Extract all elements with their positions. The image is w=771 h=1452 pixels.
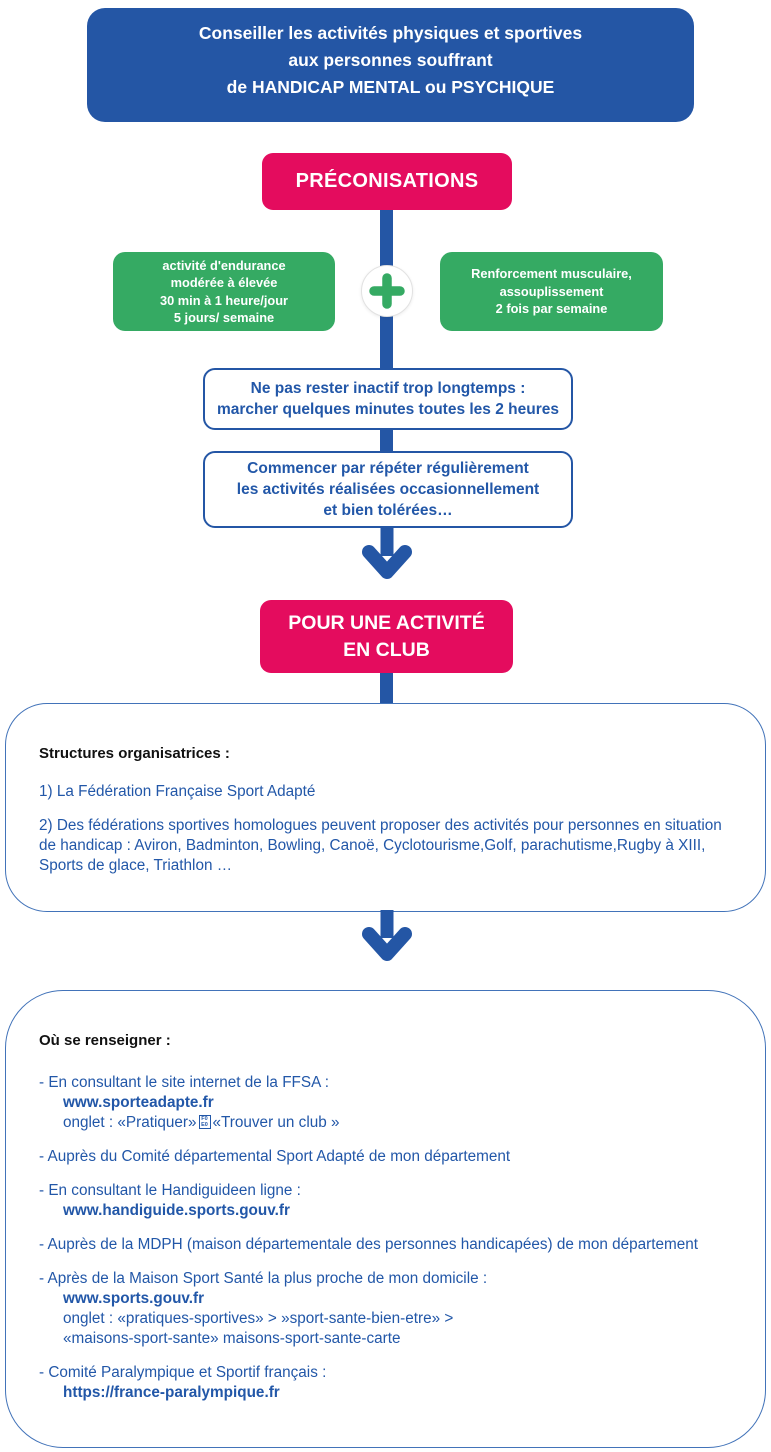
link-handiguide[interactable]: www.handiguide.sports.gouv.fr xyxy=(63,1202,290,1219)
info-line: «maisons-sport-sante» maisons-sport-sante-carte xyxy=(63,1330,401,1347)
endurance-line: 5 jours/ semaine xyxy=(173,310,275,325)
advice-line: Commencer par répéter régulièrement xyxy=(247,460,529,477)
info-line: - En consultant le Handiguideen ligne : xyxy=(39,1182,301,1199)
endurance-line: modérée à élevée xyxy=(170,275,278,290)
strength-line: 2 fois par semaine xyxy=(495,301,608,317)
preconisations-label: PRÉCONISATIONS xyxy=(295,170,479,192)
info-item-mdph xyxy=(39,1235,735,1255)
club-line: POUR UNE ACTIVITÉ xyxy=(288,611,485,634)
advice-box-repetition xyxy=(203,451,573,528)
link-france-paralympique[interactable]: https://france-paralympique.fr xyxy=(63,1384,280,1401)
preconisations-badge xyxy=(262,153,512,210)
info-line: - Auprès du Comité départemental Sport Adapté de mon département xyxy=(39,1148,511,1165)
onglet-text: «Trouver un club » xyxy=(212,1114,340,1131)
title-banner xyxy=(87,8,694,122)
club-line: EN CLUB xyxy=(343,638,430,661)
structures-item-federations: 2) Des fédérations sportives homologues peuvent proposer des activités pour personnes en situation de handicap : Aviron, Badminton, Bowling, Canoë, Cyclotourisme,Golf, parachutisme,Rugby à XIII, Sports de glace, Triathlon … xyxy=(39,817,722,874)
info-line: - En consultant le site internet de la FFSA : xyxy=(39,1074,329,1091)
endurance-box xyxy=(113,252,335,331)
link-sporteadapte[interactable]: www.sporteadapte.fr xyxy=(63,1094,214,1111)
strength-line: Renforcement musculaire, xyxy=(471,266,632,282)
structures-item-ffsa: 1) La Fédération Française Sport Adapté xyxy=(39,783,316,800)
connector-line xyxy=(380,429,393,452)
advice-line: Ne pas rester inactif trop longtemps : xyxy=(250,380,526,397)
advice-box-inactivity xyxy=(203,368,573,430)
info-line xyxy=(39,1113,735,1133)
missing-glyph-icon: F0 E0 xyxy=(199,1115,211,1129)
endurance-line: 30 min à 1 heure/jour xyxy=(159,292,288,308)
title-line: aux personnes souffrant xyxy=(288,49,493,70)
plus-icon xyxy=(361,265,413,317)
endurance-line: activité d'endurance xyxy=(162,257,286,273)
onglet-text: onglet : «Pratiquer» xyxy=(63,1114,197,1131)
info-line: - Après de la Maison Sport Santé la plus proche de mon domicile : xyxy=(39,1270,488,1287)
info-item-comite xyxy=(39,1147,735,1167)
strength-box xyxy=(440,252,663,331)
advice-line: marcher quelques minutes toutes les 2 heures xyxy=(217,401,559,418)
down-arrow-icon xyxy=(357,910,417,966)
advice-line: les activités réalisées occasionnellement xyxy=(236,481,540,498)
info-item-ffsa xyxy=(39,1073,735,1133)
info-heading: Où se renseigner : xyxy=(39,1032,171,1049)
club-activity-badge xyxy=(260,600,513,673)
info-line: onglet : «pratiques-sportives» > »sport-sante-bien-etre» > xyxy=(63,1310,454,1327)
info-line: - Comité Paralympique et Sportif français : xyxy=(39,1364,327,1381)
structures-heading: Structures organisatrices : xyxy=(39,745,230,762)
link-sports-gouv[interactable]: www.sports.gouv.fr xyxy=(63,1290,205,1307)
advice-line: et bien tolérées… xyxy=(323,502,453,519)
info-panel xyxy=(5,990,766,1448)
info-line: - Auprès de la MDPH (maison départementale des personnes handicapées) de mon département xyxy=(39,1236,698,1253)
info-item-paralympique xyxy=(39,1363,735,1403)
title-line: de HANDICAP MENTAL ou PSYCHIQUE xyxy=(226,76,555,97)
info-item-maison-sport-sante xyxy=(39,1269,735,1349)
title-line: Conseiller les activités physiques et sportives xyxy=(198,22,583,43)
connector-line xyxy=(380,672,393,704)
strength-line: assouplissement xyxy=(499,283,604,299)
down-arrow-icon xyxy=(357,528,417,584)
info-item-handiguide xyxy=(39,1181,735,1221)
structures-panel xyxy=(5,703,766,912)
